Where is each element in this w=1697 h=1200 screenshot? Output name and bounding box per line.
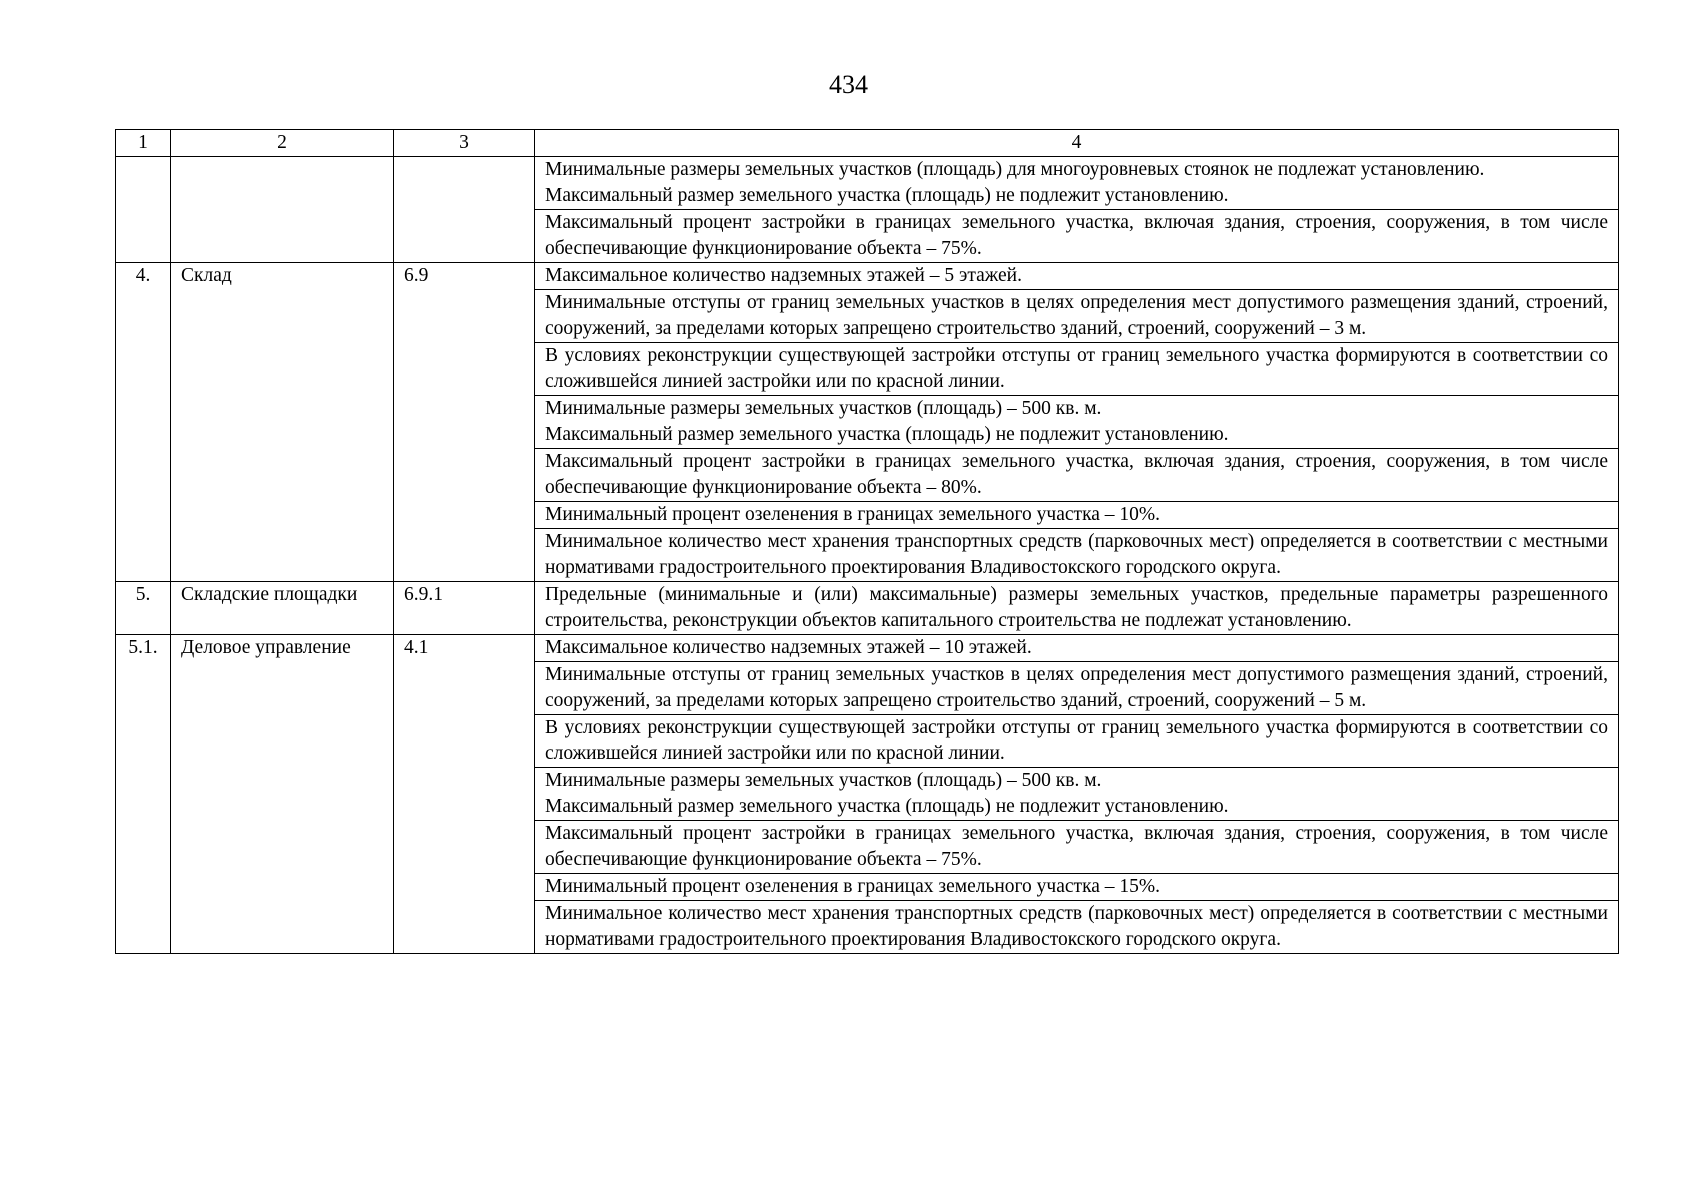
parameter-cell [535,449,1619,502]
row-code-cell: 4.1 [394,635,535,954]
table-header-row [116,130,1619,157]
parameter-cell [535,343,1619,396]
parameter-text: Минимальный процент озеленения в границах земельного участка – 10%. [545,504,1161,525]
parameter-cell [535,210,1619,263]
row-number-cell: 5.1. [116,635,171,954]
row-name-cell: Складские площадки [171,582,394,635]
column-header-3: 3 [394,130,535,157]
row-number-cell: 4. [116,263,171,582]
parameter-cell [535,529,1619,582]
parameter-cell [535,874,1619,901]
parameter-text: Максимальный размер земельного участка (площадь) не подлежит установлению. [545,185,1229,206]
parameter-text: Максимальный процент застройки в границах земельного участка, включая здания, строения, сооружения, в том числе обеспечивающие функционирование объекта – 75%. [545,823,1608,870]
row-name-cell [171,157,394,263]
column-header-2: 2 [171,130,394,157]
row-code-cell: 6.9.1 [394,582,535,635]
parameter-text: Предельные (минимальные и (или) максимальные) размеры земельных участков, предельные параметры разрешенного строительства, реконструкции объектов капитального строительства не подлежат установлению. [545,584,1608,631]
parameter-cell [535,821,1619,874]
parameter-text: Минимальное количество мест хранения транспортных средств (парковочных мест) определяется в соответствии с местными нормативами градостроительного проектирования Владивостокского городского округа. [545,903,1608,950]
parameter-text: Максимальный размер земельного участка (площадь) не подлежит установлению. [545,424,1229,445]
table-row [116,157,1619,210]
row-code-cell: 6.9 [394,263,535,582]
parameter-text: Минимальные отступы от границ земельных участков в целях определения мест допустимого размещения зданий, строений, сооружений, за пределами которых запрещено строительство зданий, строений, сооружений – 5 м. [545,664,1608,711]
column-header-4: 4 [535,130,1619,157]
parameter-text: В условиях реконструкции существующей застройки отступы от границ земельного участка формируются в соответствии со сложившейся линией застройки или по красной линии. [545,345,1608,392]
parameter-text: Максимальное количество надземных этажей – 5 этажей. [545,265,1022,286]
regulations-table [115,129,1619,954]
parameter-text: Максимальный процент застройки в границах земельного участка, включая здания, строения, сооружения, в том числе обеспечивающие функционирование объекта – 75%. [545,212,1608,259]
row-name-cell: Склад [171,263,394,582]
parameter-text: Минимальные размеры земельных участков (площадь) – 500 кв. м. [545,770,1102,791]
parameter-text: В условиях реконструкции существующей застройки отступы от границ земельного участка формируются в соответствии со сложившейся линией застройки или по красной линии. [545,717,1608,764]
row-code-cell [394,157,535,263]
row-number-cell: 5. [116,582,171,635]
parameter-cell [535,290,1619,343]
parameter-cell [535,662,1619,715]
parameter-text: Максимальное количество надземных этажей – 10 этажей. [545,637,1032,658]
parameter-text: Минимальный процент озеленения в границах земельного участка – 15%. [545,876,1161,897]
parameter-cell [535,635,1619,662]
parameter-cell [535,396,1619,449]
parameter-text: Максимальный размер земельного участка (площадь) не подлежит установлению. [545,796,1229,817]
parameter-text: Минимальное количество мест хранения транспортных средств (парковочных мест) определяется в соответствии с местными нормативами градостроительного проектирования Владивостокского городского округа. [545,531,1608,578]
column-header-1: 1 [116,130,171,157]
parameter-cell [535,263,1619,290]
row-number-cell [116,157,171,263]
page-number: 434 [829,70,868,99]
parameter-cell [535,901,1619,954]
parameter-text: Максимальный процент застройки в границах земельного участка, включая здания, строения, сооружения, в том числе обеспечивающие функционирование объекта – 80%. [545,451,1608,498]
parameter-text: Минимальные отступы от границ земельных участков в целях определения мест допустимого размещения зданий, строений, сооружений, за пределами которых запрещено строительство зданий, строений, сооружений – 3 м. [545,292,1608,339]
row-name-cell: Деловое управление [171,635,394,954]
parameter-cell [535,768,1619,821]
table-row [116,635,1619,662]
parameter-text: Минимальные размеры земельных участков (площадь) для многоуровневых стоянок не подлежат установлению. [545,159,1485,180]
table-row [116,582,1619,635]
parameter-cell [535,582,1619,635]
parameter-text: Минимальные размеры земельных участков (площадь) – 500 кв. м. [545,398,1102,419]
parameter-cell [535,157,1619,210]
parameter-cell [535,502,1619,529]
table-row [116,263,1619,290]
parameter-cell [535,715,1619,768]
